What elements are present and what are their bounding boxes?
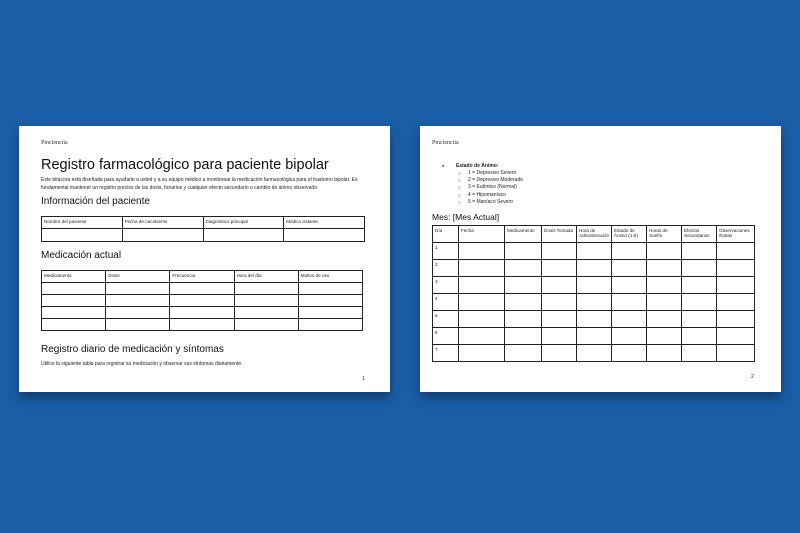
table-cell[interactable] (682, 243, 717, 260)
table-header-cell: Medicamento (42, 271, 106, 283)
table-cell[interactable] (42, 295, 106, 307)
table-row (42, 283, 363, 295)
table-header-cell: Hora de Administración (577, 226, 612, 243)
page-title: Registro farmacológico para paciente bipolar (41, 157, 329, 173)
table-row (42, 307, 363, 319)
mood-scale-list (456, 170, 761, 206)
table-cell[interactable] (577, 294, 612, 311)
table-cell[interactable] (647, 260, 682, 277)
patient-info-section (41, 196, 365, 242)
table-cell[interactable] (577, 277, 612, 294)
table-cell[interactable] (577, 328, 612, 345)
day-cell: 7 (433, 345, 459, 362)
table-cell[interactable] (42, 229, 123, 242)
table-cell[interactable] (505, 294, 542, 311)
table-cell[interactable] (647, 243, 682, 260)
table-header-cell: Médico tratante (284, 217, 365, 229)
table-cell[interactable] (106, 319, 170, 331)
document-page-1 (19, 126, 390, 392)
table-cell[interactable] (542, 328, 577, 345)
month-heading: Mes: [Mes Actual] (432, 212, 500, 222)
table-cell[interactable] (542, 260, 577, 277)
table-cell[interactable] (298, 283, 362, 295)
mood-legend (432, 163, 761, 206)
table-row (433, 311, 755, 328)
table-cell[interactable] (542, 243, 577, 260)
table-cell[interactable] (284, 229, 365, 242)
table-row (433, 294, 755, 311)
table-cell[interactable] (612, 328, 647, 345)
mood-label: Estado de Ánimo: (456, 163, 499, 169)
table-cell[interactable] (717, 311, 755, 328)
day-cell: 4 (433, 294, 459, 311)
table-row (42, 217, 365, 229)
table-cell[interactable] (682, 328, 717, 345)
table-cell[interactable] (42, 283, 106, 295)
page-number: 1 (362, 376, 366, 382)
table-cell[interactable] (459, 260, 505, 277)
table-cell[interactable] (459, 277, 505, 294)
table-row (433, 243, 755, 260)
table-cell[interactable] (106, 283, 170, 295)
medication-table (41, 270, 363, 331)
table-row (42, 319, 363, 331)
medication-section (41, 250, 363, 331)
daily-log-text: Utilice la siguiente tabla para registrar su medicación y observar sus síntomas diariamente. (41, 361, 243, 367)
day-cell: 3 (433, 277, 459, 294)
table-cell[interactable] (577, 260, 612, 277)
table-cell[interactable] (234, 319, 298, 331)
table-cell[interactable] (717, 277, 755, 294)
table-cell[interactable] (682, 345, 717, 362)
table-row (42, 271, 363, 283)
table-cell[interactable] (612, 243, 647, 260)
table-cell[interactable] (42, 319, 106, 331)
table-header-cell: Observaciones /Notas (717, 226, 755, 243)
table-row (433, 260, 755, 277)
table-cell[interactable] (577, 311, 612, 328)
table-cell[interactable] (647, 311, 682, 328)
table-cell[interactable] (612, 294, 647, 311)
table-cell[interactable] (234, 307, 298, 319)
table-cell[interactable] (106, 295, 170, 307)
table-cell[interactable] (612, 311, 647, 328)
table-row (42, 295, 363, 307)
monthly-log-table (432, 225, 755, 362)
day-cell: 6 (433, 328, 459, 345)
table-row (433, 328, 755, 345)
list-item (432, 163, 761, 206)
table-header-cell: Nombre del paciente (42, 217, 123, 229)
patient-info-table (41, 216, 365, 242)
list-item: ○ 1 = Depresivo Severo (456, 170, 761, 177)
table-header-cell: Estado de Ánimo (1-5) (612, 226, 647, 243)
table-header-cell: Diagnóstico principal (203, 217, 284, 229)
table-cell[interactable] (122, 229, 203, 242)
list-item: ○ 3 = Eutímico (Normal) (456, 184, 761, 191)
table-cell[interactable] (505, 328, 542, 345)
table-header-cell: Dosis (106, 271, 170, 283)
page-number: 2 (751, 374, 755, 380)
table-cell[interactable] (612, 277, 647, 294)
table-header-cell: Dosis Tomada (542, 226, 577, 243)
medication-heading: Medicación actual (41, 250, 122, 261)
table-cell[interactable] (612, 260, 647, 277)
table-cell[interactable] (234, 283, 298, 295)
table-row (433, 345, 755, 362)
daily-log-heading: Registro diario de medicación y síntomas (41, 344, 224, 355)
table-cell[interactable] (170, 283, 234, 295)
document-page-2 (420, 126, 781, 392)
table-cell[interactable] (682, 260, 717, 277)
table-header-cell: Horas de Sueño (647, 226, 682, 243)
table-cell[interactable] (234, 295, 298, 307)
table-cell[interactable] (682, 294, 717, 311)
day-cell: 2 (433, 260, 459, 277)
table-cell[interactable] (459, 345, 505, 362)
table-row (433, 277, 755, 294)
table-cell[interactable] (106, 307, 170, 319)
table-cell[interactable] (717, 260, 755, 277)
table-cell[interactable] (612, 345, 647, 362)
table-cell[interactable] (577, 243, 612, 260)
table-cell[interactable] (170, 295, 234, 307)
table-header-cell: Motivo de uso (298, 271, 362, 283)
intro-paragraph: Este bitácora está diseñada para ayudarle a usted y a su equipo médico a monitorear la medicación farmacológica para el trastorno bipolar. Es fundamental mantener un registro preciso de las dosis, horarios y cualquier efecto secundario o cambio de ánimo observado. (41, 177, 358, 191)
table-cell[interactable] (542, 345, 577, 362)
table-cell[interactable] (170, 319, 234, 331)
table-row (42, 229, 365, 242)
table-cell[interactable] (505, 260, 542, 277)
table-header-cell: Hora del día (234, 271, 298, 283)
table-cell[interactable] (505, 243, 542, 260)
table-cell[interactable] (459, 243, 505, 260)
table-cell[interactable] (682, 311, 717, 328)
table-header-cell: Medicamento (505, 226, 542, 243)
day-cell: 5 (433, 311, 459, 328)
table-header-cell: Fecha de nacimiento (122, 217, 203, 229)
daily-log-section (41, 344, 359, 368)
day-cell: 1 (433, 243, 459, 260)
brand-header: Pmcienctia (432, 140, 459, 146)
table-cell[interactable] (505, 277, 542, 294)
table-cell[interactable] (647, 345, 682, 362)
table-cell[interactable] (577, 345, 612, 362)
table-cell[interactable] (298, 307, 362, 319)
table-cell[interactable] (170, 307, 234, 319)
table-cell[interactable] (647, 277, 682, 294)
table-cell[interactable] (459, 294, 505, 311)
list-item: ○ 2 = Depresivo Moderado (456, 177, 761, 184)
table-cell[interactable] (459, 311, 505, 328)
table-header-cell: Frecuencia (170, 271, 234, 283)
table-cell[interactable] (298, 319, 362, 331)
table-cell[interactable] (542, 277, 577, 294)
table-cell[interactable] (459, 328, 505, 345)
list-item: ○ 5 = Maníaco Severo (456, 199, 761, 206)
monthly-log-section (432, 212, 755, 362)
list-item: ○ 4 = Hipomaníaco (456, 192, 761, 199)
table-cell[interactable] (717, 345, 755, 362)
table-header-cell: Efectos Secundarios (682, 226, 717, 243)
table-row (433, 226, 755, 243)
table-cell[interactable] (298, 295, 362, 307)
table-cell[interactable] (647, 294, 682, 311)
table-cell[interactable] (717, 243, 755, 260)
table-cell[interactable] (647, 328, 682, 345)
table-cell[interactable] (717, 328, 755, 345)
table-cell[interactable] (542, 294, 577, 311)
table-cell[interactable] (505, 345, 542, 362)
table-cell[interactable] (682, 277, 717, 294)
table-cell[interactable] (542, 311, 577, 328)
patient-info-heading: Información del paciente (41, 196, 150, 207)
table-header-cell: Día (433, 226, 459, 243)
table-cell[interactable] (42, 307, 106, 319)
brand-header: Pmcienctia (41, 140, 68, 146)
table-cell[interactable] (717, 294, 755, 311)
table-cell[interactable] (203, 229, 284, 242)
table-cell[interactable] (505, 311, 542, 328)
table-header-cell: Fecha (459, 226, 505, 243)
